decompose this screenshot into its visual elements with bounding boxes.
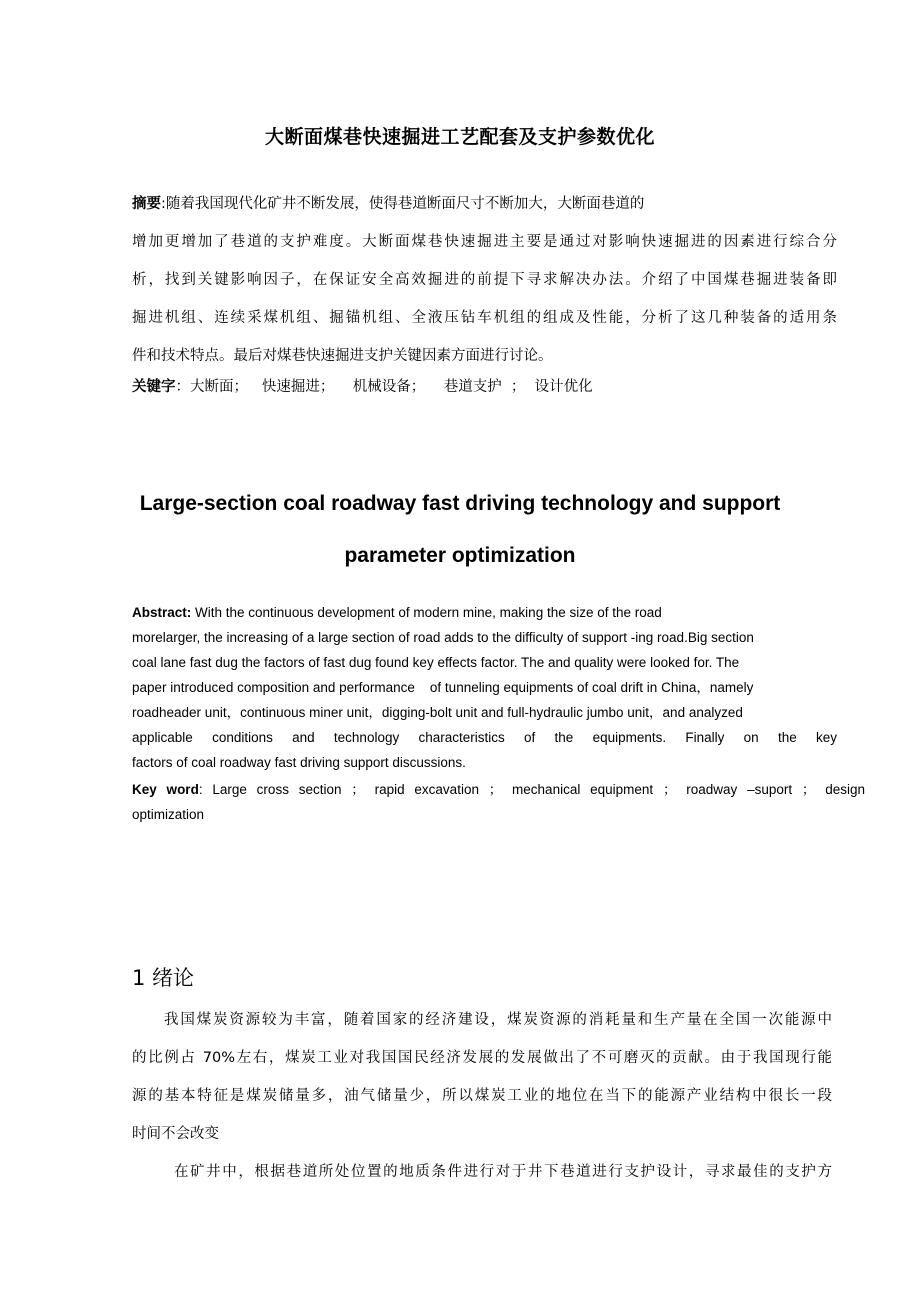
english-abstract <box>132 602 837 777</box>
paragraph-line: 时间不会改变 <box>132 1126 219 1142</box>
paragraph-line: 在矿井中，根据巷道所处位置的地质条件进行对于井下巷道进行支护设计，寻求最佳的支护方 <box>174 1164 832 1180</box>
keywords-line: optimization <box>132 807 205 822</box>
abstract-line: coal lane fast dug the factors of fast dug found key effects factor. The and quality were looked for. The <box>132 655 740 670</box>
abstract-label: Abstract: <box>132 605 192 620</box>
section-body <box>132 1006 832 1196</box>
abstract-line: 件和技术特点。最后对煤巷快速掘进支护关键因素方面进行讨论。 <box>132 348 553 364</box>
chinese-abstract <box>132 190 837 368</box>
abstract-line: 摘要:随着我国现代化矿井不断发展，使得巷道断面尺寸不断加大，大断面巷道的 <box>132 196 645 212</box>
abstract-line: morelarger, the increasing of a large section of road adds to the difficulty of support -ing road.Big section <box>132 630 754 645</box>
paragraph-line: 的比例占 70%左右，煤炭工业对我国国民经济发展的发展做出了不可磨灭的贡献。由于我国现行能 <box>132 1050 832 1066</box>
paragraph-line: 源的基本特征是煤炭储量多，油气储量少，所以煤炭工业的地位在当下的能源产业结构中很长一段 <box>132 1088 832 1104</box>
abstract-label: 摘要 <box>132 196 161 212</box>
english-title-line: Large-section coal roadway fast driving technology and support <box>139 492 781 515</box>
abstract-line: 析，找到关键影响因子，在保证安全高效掘进的前提下寻求解决办法。介绍了中国煤巷掘进装备即 <box>132 272 837 288</box>
abstract-line: paper introduced composition and performance of tunneling equipments of coal drift in China，namely <box>132 680 754 695</box>
english-keywords <box>132 779 865 829</box>
chinese-title: 大断面煤巷快速掘进工艺配套及支护参数优化 <box>264 126 655 148</box>
abstract-line: applicable conditions and technology characteristics of the equipments. Finally on the key <box>132 730 837 745</box>
keywords-text: ：大断面； 快速掘进； 机械设备； 巷道支护 ； 设计优化 <box>175 379 593 395</box>
paragraph-line: 我国煤炭资源较为丰富，随着国家的经济建设，煤炭资源的消耗量和生产量在全国一次能源中 <box>164 1012 832 1028</box>
abstract-line: Abstract: With the continuous development of modern mine, making the size of the road <box>132 605 662 620</box>
abstract-line: 掘进机组、连续采煤机组、掘锚机组、全液压钻车机组的组成及性能，分析了这几种装备的适用条 <box>132 310 837 326</box>
section-heading: 1 绪论 <box>132 966 195 990</box>
english-title-line: parameter optimization <box>344 544 576 567</box>
chinese-keywords <box>132 376 593 398</box>
keywords-label: Key word <box>132 782 199 797</box>
abstract-line: factors of coal roadway fast driving support discussions. <box>132 755 466 770</box>
keywords-label: 关键字 <box>132 379 176 395</box>
abstract-line: roadheader unit，continuous miner unit，digging-bolt unit and full-hydraulic jumbo unit，and analyzed <box>132 705 743 720</box>
english-title <box>0 478 920 582</box>
abstract-line: 增加更增加了巷道的支护难度。大断面煤巷快速掘进主要是通过对影响快速掘进的因素进行综合分 <box>132 234 837 250</box>
keywords-line: Key word: Large cross section ； rapid excavation ； mechanical equipment ； roadway –suport ； design <box>132 782 865 797</box>
